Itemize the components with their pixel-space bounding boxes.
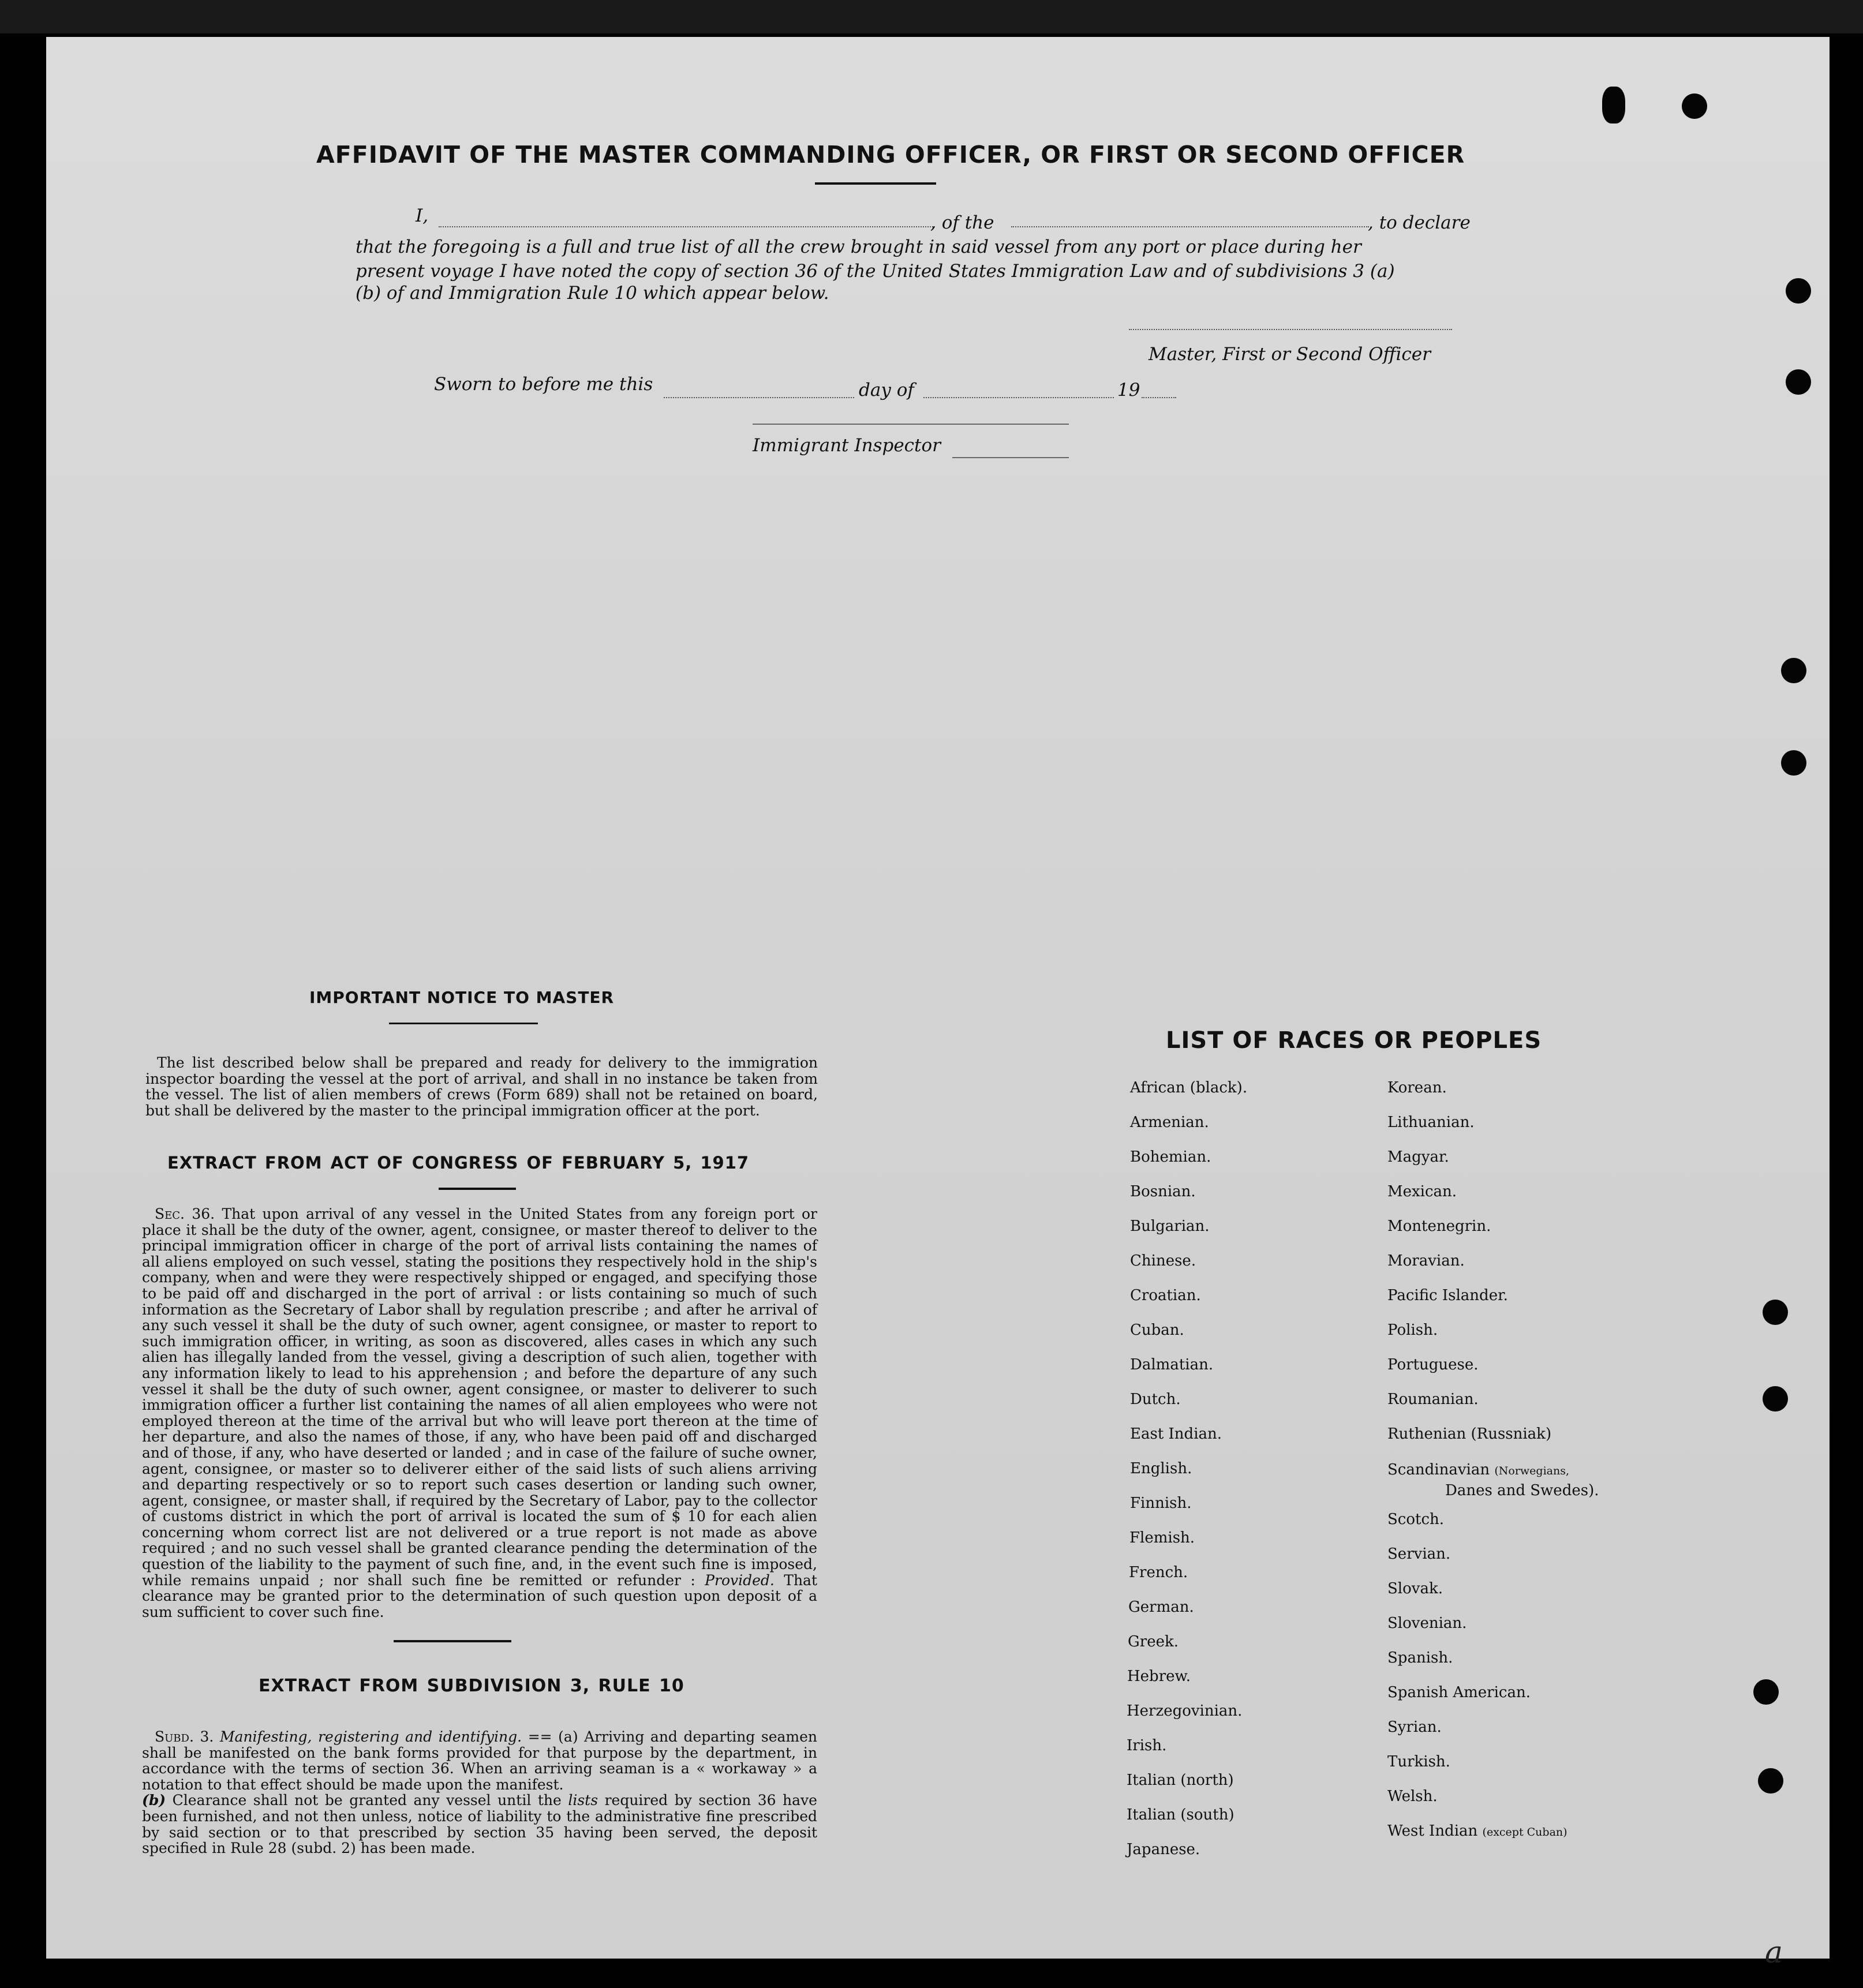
race-item xyxy=(1387,1218,1491,1235)
race-note: (except Cuban) xyxy=(1482,1826,1568,1839)
affidavit-body-line: that the foregoing is a full and true list of all the crew brought in said vessel from any port or place during her xyxy=(356,237,1361,257)
race-label: Mexican. xyxy=(1387,1183,1457,1200)
punch-hole xyxy=(1753,1679,1779,1705)
scan-top-edge xyxy=(0,0,1863,33)
race-label: Montenegrin. xyxy=(1387,1218,1491,1235)
to-declare-label: , to declare xyxy=(1368,212,1471,233)
race-label: Servian. xyxy=(1387,1545,1451,1563)
punch-hole xyxy=(1682,93,1707,119)
race-item xyxy=(1387,1753,1450,1770)
race-item xyxy=(1387,1148,1449,1166)
race-item xyxy=(1387,1580,1443,1597)
punch-hole xyxy=(1758,1768,1783,1794)
race-label: Spanish American. xyxy=(1387,1684,1531,1701)
race-item: Japanese. xyxy=(1127,1841,1200,1858)
race-label: Syrian. xyxy=(1387,1719,1442,1736)
race-item: Irish. xyxy=(1127,1737,1167,1754)
subd-para-b-end: required by section 36 have been furnished, and not then unless, notice of liability to the administrative fine prescribed by said section or to that prescribed by section 35 having been served, the deposit specified in Rule 28 (subd. 2) has been made. xyxy=(142,1792,817,1857)
race-label: Ruthenian (Russniak) xyxy=(1387,1425,1552,1443)
race-item: Cuban. xyxy=(1130,1321,1184,1339)
race-item xyxy=(1387,1321,1438,1339)
race-item xyxy=(1387,1615,1467,1632)
race-label: Turkish. xyxy=(1387,1753,1450,1770)
race-item xyxy=(1387,1822,1568,1840)
race-item xyxy=(1387,1183,1457,1200)
races-title: LIST OF RACES OR PEOPLES xyxy=(1166,1027,1542,1054)
punch-hole xyxy=(1786,278,1811,304)
name-field[interactable] xyxy=(439,226,935,227)
race-item: Greek. xyxy=(1128,1633,1179,1650)
signature-field[interactable] xyxy=(1129,329,1452,330)
race-note: (Norwegians, xyxy=(1494,1465,1570,1477)
race-item xyxy=(1387,1114,1475,1131)
punch-hole xyxy=(1763,1300,1788,1325)
inspector-signature-field[interactable] xyxy=(753,424,1069,425)
notice-title: IMPORTANT NOTICE TO MASTER xyxy=(309,988,615,1007)
race-item xyxy=(1387,1079,1447,1096)
affidavit-body-line: (b) of and Immigration Rule 10 which appear below. xyxy=(356,283,829,304)
subd-label: Subd. 3. xyxy=(155,1728,214,1745)
race-label: Korean. xyxy=(1387,1079,1447,1096)
i-label: I, xyxy=(416,205,429,226)
day-of-label: day of xyxy=(859,380,914,400)
race-item xyxy=(1387,1719,1442,1736)
race-item: African (black). xyxy=(1130,1079,1248,1096)
extract-act-title: EXTRACT FROM ACT OF CONGRESS OF FEBRUARY 5, 1917 xyxy=(167,1153,750,1173)
race-item xyxy=(1387,1252,1465,1270)
sworn-day-field[interactable] xyxy=(664,397,854,398)
race-item: Dalmatian. xyxy=(1130,1356,1214,1373)
subd-b-label: (b) xyxy=(142,1792,166,1809)
race-item xyxy=(1387,1287,1508,1304)
race-item: Dutch. xyxy=(1130,1391,1181,1408)
extract-rule-body xyxy=(142,1729,817,1856)
punch-hole xyxy=(1781,658,1806,683)
race-item: Bosnian. xyxy=(1130,1183,1196,1200)
affidavit-body-line: present voyage I have noted the copy of section 36 of the United States Immigration Law and of subdivisions 3 (a) xyxy=(356,261,1395,282)
extract-act-end-rule xyxy=(394,1640,511,1642)
punch-hole xyxy=(1602,87,1625,123)
subd-heading: Manifesting, registering and identifying. xyxy=(219,1728,522,1745)
section-text: That upon arrival of any vessel in the United States from any foreign port or place it shall be the duty of the owner, agent, consignee, or master thereof to deliver to the principal immigration officer in charge of the port of arrival lists containing the names of all aliens employed on such vessel, stating the positions they respectively hold in the ship's company, when and were they were respectively shipped or engaged, and specifying those to be paid off and discharged in the port of arrival : or lists containing so much of such information as the Secretary of Labor shall by regulation prescribe ; and after he arrival of any such vessel it shall be the duty of such owner, agent consignee, or master to report to such immigration officer, in writing, as soon as discovered, alles cases in which any such alien has illegally landed from the vessel, giving a description of such alien, together with any information likely to lead to his apprehension ; and before the departure of any such vessel it shall be the duty of such owner, agent consignee, or master to deliverer to such immigration officer a further list containing the names of all alien employees who were not employed thereon at the time of the arrival but who will leave port thereon at the time of her departure, and also the names of those, if any, who have been paid off and discharged and of those, if any, who have deserted or landed ; and in case of the failure of suche owner, agent, consignee, or master so to deliverer either of the said lists of such aliens arriving and departing respectively or so to report such cases desertion or landing such owner, agent, consignee, or master shall, if required by the Secretary of Labor, pay to the collector of customs district in which the port of arrival is located the sum of $ 10 for each alien concerning whom correct list are not delivered or a true report is not made as above required ; and no such vessel shall be granted clearance pending the determination of the question of the liability to the payment of such fine, and, in the event such fine is imposed, while remains unpaid ; nor shall such fine be remitted or refunder : xyxy=(142,1205,817,1589)
race-item xyxy=(1387,1788,1438,1805)
race-item xyxy=(1387,1511,1444,1528)
section-text-end: That clearance may be granted prior to the determination of such question upon deposit of a sum sufficient to cover such fine. xyxy=(142,1571,817,1620)
sworn-label: Sworn to before me this xyxy=(434,374,653,395)
race-item xyxy=(1387,1545,1450,1563)
race-item: Herzegovinian. xyxy=(1127,1702,1243,1720)
of-the-label: , of the xyxy=(930,212,994,233)
affidavit-title: AFFIDAVIT OF THE MASTER COMMANDING OFFICER, OR FIRST OR SECOND OFFICER xyxy=(316,141,1465,169)
notice-body: The list described below shall be prepared and ready for delivery to the immigration inspector boarding the vessel at the port of arrival, and shall in no instance be taken from the vessel. The list of alien members of crews (Form 689) shall not be retained on board, but shall be delivered by the master to the principal immigration officer at the port. xyxy=(145,1054,818,1119)
subd-para-a: == (a) Arriving and departing seamen shall be manifested on the bank forms provided for that purpose by the department, in accordance with the terms of section 36. When an arriving seaman is a « workaway » a notation to that effect should be made upon the manifest. xyxy=(142,1728,818,1793)
punch-hole xyxy=(1781,750,1806,776)
race-item xyxy=(1387,1460,1599,1500)
race-label: Portuguese. xyxy=(1387,1356,1479,1373)
lists-word: lists xyxy=(568,1792,598,1809)
inspector-field[interactable] xyxy=(952,457,1069,458)
race-label: Slovak. xyxy=(1387,1580,1443,1597)
punch-hole xyxy=(1786,369,1811,395)
race-item: Finnish. xyxy=(1130,1495,1192,1512)
race-label: Scotch. xyxy=(1387,1511,1445,1528)
race-item xyxy=(1387,1649,1453,1667)
notice-rule xyxy=(389,1023,538,1024)
race-label: Moravian. xyxy=(1387,1252,1465,1270)
extract-rule-title: EXTRACT FROM SUBDIVISION 3, RULE 10 xyxy=(259,1676,684,1696)
race-item: Flemish. xyxy=(1129,1529,1195,1547)
race-item: Hebrew. xyxy=(1127,1668,1191,1685)
section-label: Sec. 36. xyxy=(155,1205,215,1222)
race-label: Slovenian. xyxy=(1387,1615,1467,1632)
race-label: Magyar. xyxy=(1387,1148,1449,1166)
signature-label: Master, First or Second Officer xyxy=(1149,344,1431,365)
sworn-month-field[interactable] xyxy=(923,397,1114,398)
race-item: Bohemian. xyxy=(1130,1148,1211,1166)
race-item: Chinese. xyxy=(1130,1252,1196,1270)
vessel-field[interactable] xyxy=(1011,226,1369,227)
year-field[interactable] xyxy=(1142,397,1176,398)
race-label: Spanish. xyxy=(1387,1649,1453,1667)
race-item xyxy=(1387,1425,1551,1443)
race-item: Croatian. xyxy=(1130,1287,1201,1304)
title-rule xyxy=(815,182,936,185)
extract-act-body xyxy=(142,1206,817,1620)
race-item: Italian (south) xyxy=(1127,1806,1234,1824)
race-item: Armenian. xyxy=(1130,1114,1209,1131)
race-item: East Indian. xyxy=(1130,1425,1222,1443)
race-item xyxy=(1387,1391,1479,1408)
punch-hole xyxy=(1763,1386,1788,1412)
race-label: West Indian xyxy=(1387,1822,1478,1840)
race-label: Lithuanian. xyxy=(1387,1114,1475,1131)
margin-mark: a xyxy=(1765,1935,1783,1970)
subd-para-b: Clearance shall not be granted any vessel until the xyxy=(172,1792,562,1809)
race-label: Welsh. xyxy=(1387,1788,1438,1805)
year-label: 19 xyxy=(1117,380,1140,400)
race-note: Danes and Swedes). xyxy=(1445,1482,1599,1499)
race-label: Pacific Islander. xyxy=(1387,1287,1508,1304)
race-label: Scandinavian xyxy=(1387,1461,1490,1478)
provided-label: Provided. xyxy=(705,1571,775,1589)
race-item: French. xyxy=(1129,1564,1188,1581)
race-item xyxy=(1387,1356,1479,1373)
inspector-label: Immigrant Inspector xyxy=(753,435,941,456)
extract-act-rule xyxy=(439,1188,516,1190)
race-item: German. xyxy=(1128,1598,1194,1616)
race-item: Italian (north) xyxy=(1127,1772,1234,1789)
race-item: Bulgarian. xyxy=(1130,1218,1210,1235)
race-label: Roumanian. xyxy=(1387,1391,1479,1408)
race-item xyxy=(1387,1684,1531,1701)
race-label: Polish. xyxy=(1387,1321,1438,1339)
race-item: English. xyxy=(1130,1460,1192,1477)
